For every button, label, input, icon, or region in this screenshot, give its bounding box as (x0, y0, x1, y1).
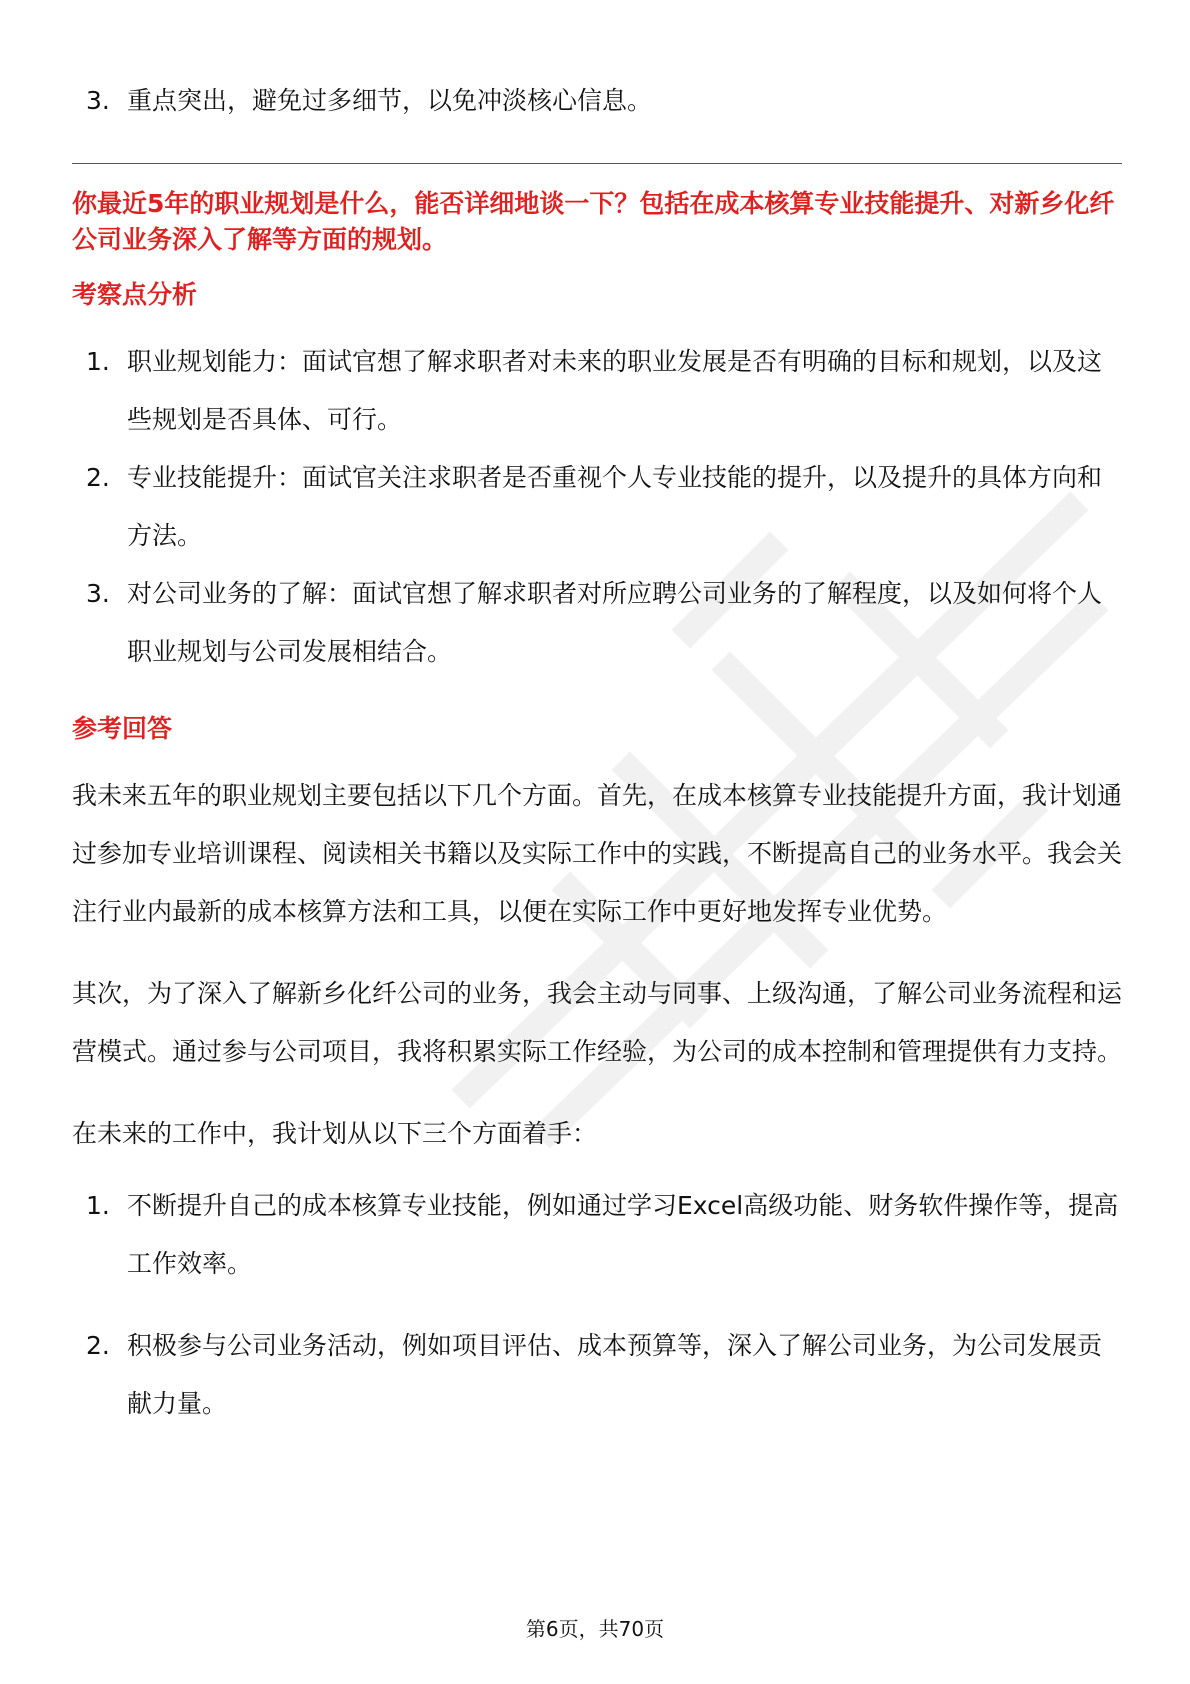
list-item-text: 不断提升自己的成本核算专业技能，例如通过学习Excel高级功能、财务软件操作等，提高工作效率。 (127, 1191, 1119, 1278)
plan-list (72, 1177, 1122, 1433)
list-item (72, 565, 1122, 681)
list-item-number: 1. (86, 347, 110, 376)
list-item (72, 1317, 1122, 1433)
list-item (72, 449, 1122, 565)
question-text: 你最近5年的职业规划是什么，能否详细地谈一下？包括在成本核算专业技能提升、对新乡化纤公司业务深入了解等方面的规划。 (72, 189, 1115, 254)
list-item-text: 积极参与公司业务活动，例如项目评估、成本预算等，深入了解公司业务，为公司发展贡献力量。 (127, 1331, 1103, 1418)
answer-paragraph: 其次，为了深入了解新乡化纤公司的业务，我会主动与同事、上级沟通，了解公司业务流程和运营模式。通过参与公司项目，我将积累实际工作经验，为公司的成本控制和管理提供有力支持。 (72, 979, 1123, 1066)
analysis-heading: 考察点分析 (72, 280, 198, 309)
list-item-text: 重点突出，避免过多细节，以免冲淡核心信息。 (127, 86, 653, 115)
answer-heading: 参考回答 (72, 714, 173, 743)
section-divider (72, 163, 1122, 164)
list-item (72, 1177, 1122, 1293)
list-item-number: 3. (86, 86, 110, 115)
list-item-number: 2. (86, 1331, 110, 1360)
list-item-text: 对公司业务的了解：面试官想了解求职者对所应聘公司业务的了解程度，以及如何将个人职业规划与公司发展相结合。 (127, 579, 1103, 666)
answer-paragraph: 我未来五年的职业规划主要包括以下几个方面。首先，在成本核算专业技能提升方面，我计划通过参加专业培训课程、阅读相关书籍以及实际工作中的实践，不断提高自己的业务水平。我会关注行业内最新的成本核算方法和工具，以便在实际工作中更好地发挥专业优势。 (72, 781, 1123, 926)
list-item-text: 职业规划能力：面试官想了解求职者对未来的职业发展是否有明确的目标和规划，以及这些规划是否具体、可行。 (127, 347, 1103, 434)
list-item-text: 专业技能提升：面试官关注求职者是否重视个人专业技能的提升，以及提升的具体方向和方法。 (127, 463, 1103, 550)
answer-paragraph: 在未来的工作中，我计划从以下三个方面着手： (72, 1119, 598, 1148)
page-content (72, 72, 1122, 1433)
list-item-number: 1. (86, 1191, 110, 1220)
list-item (72, 72, 1122, 130)
analysis-list (72, 333, 1122, 681)
page-number: 第6页，共70页 (525, 1617, 665, 1641)
list-item (72, 333, 1122, 449)
list-item-number: 2. (86, 463, 110, 492)
list-item-number: 3. (86, 579, 110, 608)
previous-list (72, 72, 1122, 130)
